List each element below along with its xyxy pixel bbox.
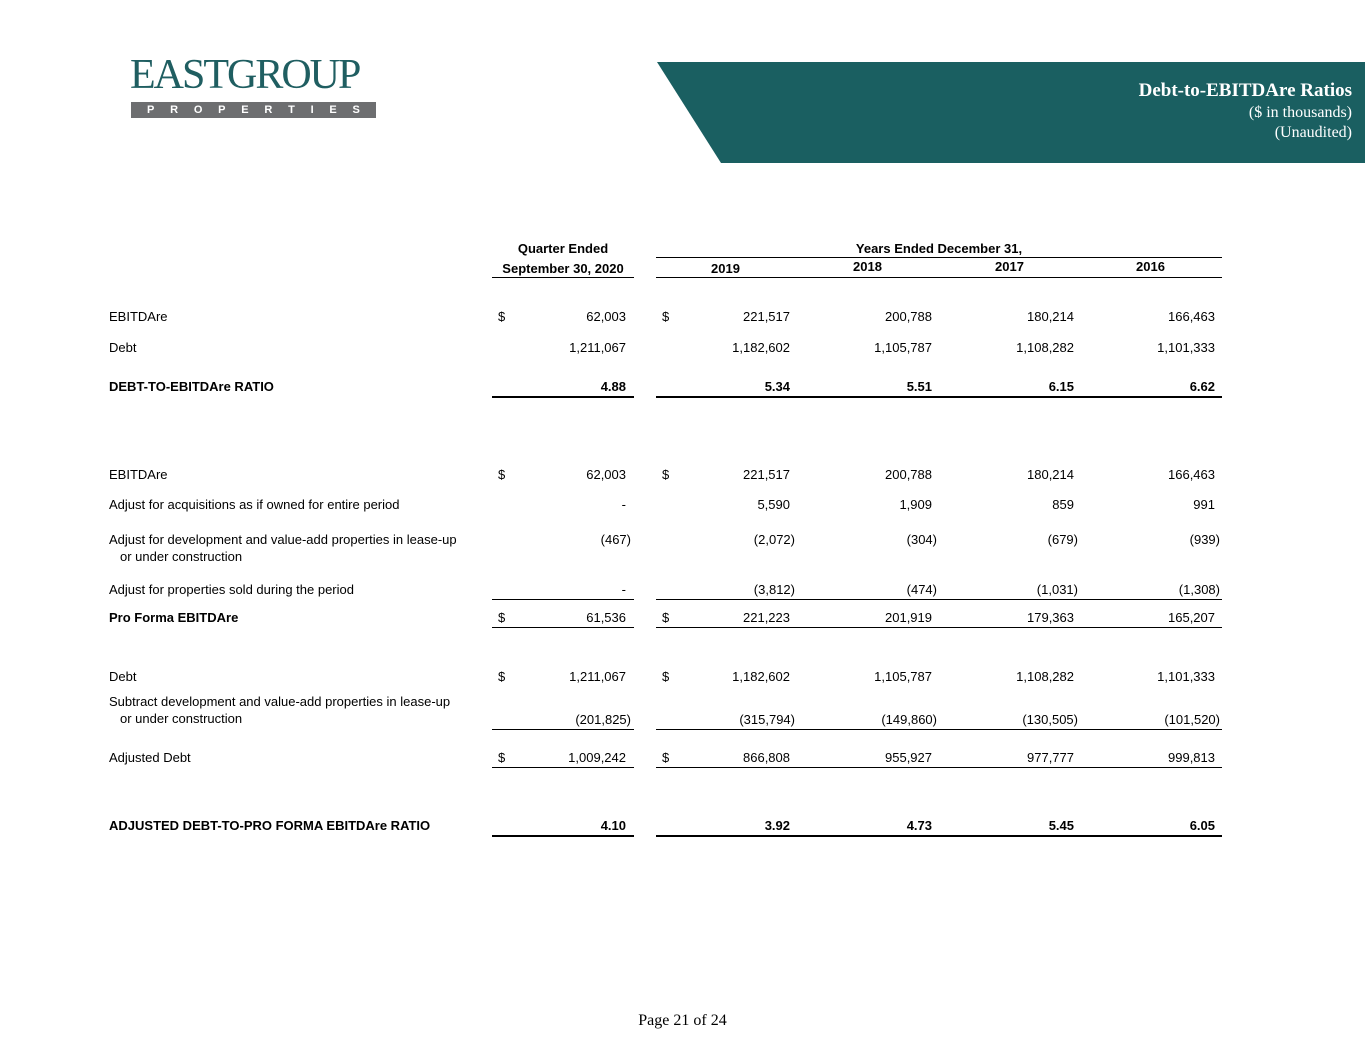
logo-letter: R <box>170 104 179 116</box>
logo-letter: T <box>288 104 295 116</box>
cell-value: 165,207 <box>1168 610 1215 625</box>
cell-value: (201,825) <box>575 712 631 727</box>
cell-value: 5,590 <box>757 497 790 512</box>
audit-note: (Unaudited) <box>1274 124 1352 141</box>
row-label: Debt <box>109 669 137 684</box>
logo-name: EASTGROUP <box>130 52 360 98</box>
subtotal-rule <box>492 599 634 600</box>
page-number: Page 21 of 24 <box>638 1012 727 1029</box>
row-label: DEBT-TO-EBITDAre RATIO <box>109 379 274 394</box>
cell-value: 1,108,282 <box>1016 669 1074 684</box>
cell-value: 1,009,242 <box>568 750 626 765</box>
cell-value: (304) <box>906 532 937 547</box>
cell-value: 1,182,602 <box>732 669 790 684</box>
cell-value: 180,214 <box>1027 467 1074 482</box>
cell-value: (101,520) <box>1164 712 1220 727</box>
cell-value: 62,003 <box>586 309 626 324</box>
row-label: Debt <box>109 340 137 355</box>
cell-value: 1,105,787 <box>874 669 932 684</box>
subtotal-rule <box>492 729 634 730</box>
currency-symbol: $ <box>662 750 670 765</box>
cell-value: 61,536 <box>586 610 626 625</box>
total-underline <box>656 627 1222 628</box>
logo-letter: P <box>147 104 155 116</box>
currency-symbol: $ <box>662 309 670 324</box>
cell-value: (1,031) <box>1036 582 1078 597</box>
header-rule <box>656 257 1222 258</box>
quarter-group-header: Quarter Ended <box>517 241 609 256</box>
logo-letter: E <box>241 104 249 116</box>
cell-value: - <box>621 497 626 512</box>
logo-letter: S <box>352 104 360 116</box>
logo-letter: R <box>264 104 273 116</box>
cell-value: 166,463 <box>1168 467 1215 482</box>
company-logo <box>130 52 380 98</box>
cell-value: 4.73 <box>906 818 932 833</box>
subtotal-rule <box>656 599 1222 600</box>
row-label: ADJUSTED DEBT-TO-PRO FORMA EBITDAre RATIO <box>109 818 431 833</box>
logo-letter: P <box>218 104 226 116</box>
header-underline <box>656 277 1222 278</box>
logo-letter: I <box>310 104 314 116</box>
total-underline <box>656 835 1222 837</box>
cell-value: (2,072) <box>753 532 795 547</box>
cell-value: 200,788 <box>885 309 932 324</box>
header-underline <box>492 277 634 278</box>
cell-value: 6.62 <box>1189 379 1215 394</box>
row-label: Adjusted Debt <box>109 750 191 765</box>
cell-value: 1,909 <box>899 497 932 512</box>
year-header: 2018 <box>853 259 882 274</box>
row-label: Subtract development and value-add properties in lease-up <box>109 694 451 709</box>
cell-value: 200,788 <box>885 467 932 482</box>
total-underline <box>656 767 1222 768</box>
cell-value: 6.15 <box>1048 379 1074 394</box>
cell-value: 201,919 <box>885 610 932 625</box>
cell-value: (467) <box>600 532 631 547</box>
units-note: ($ in thousands) <box>1248 104 1352 121</box>
cell-value: 180,214 <box>1027 309 1074 324</box>
subtotal-rule <box>656 729 1222 730</box>
currency-symbol: $ <box>662 610 670 625</box>
cell-value: 999,813 <box>1168 750 1215 765</box>
year-header: 2016 <box>1136 259 1165 274</box>
cell-value: 3.92 <box>764 818 790 833</box>
currency-symbol: $ <box>498 610 506 625</box>
cell-value: 62,003 <box>586 467 626 482</box>
cell-value: 221,517 <box>743 309 790 324</box>
cell-value: 955,927 <box>885 750 932 765</box>
quarter-header: September 30, 2020 <box>502 261 624 276</box>
cell-value: (679) <box>1047 532 1078 547</box>
year-header: 2019 <box>711 261 740 276</box>
row-label: Pro Forma EBITDAre <box>109 610 239 625</box>
total-underline <box>492 835 634 837</box>
cell-value: 866,808 <box>743 750 790 765</box>
currency-symbol: $ <box>498 467 506 482</box>
cell-value: 1,101,333 <box>1157 669 1215 684</box>
cell-value: (474) <box>906 582 937 597</box>
cell-value: (149,860) <box>881 712 937 727</box>
currency-symbol: $ <box>498 309 506 324</box>
cell-value: 991 <box>1193 497 1215 512</box>
cell-value: 4.10 <box>600 818 626 833</box>
cell-value: 1,211,067 <box>569 340 626 355</box>
cell-value: 1,101,333 <box>1157 340 1215 355</box>
cell-value: 859 <box>1052 497 1074 512</box>
currency-symbol: $ <box>662 669 670 684</box>
row-label: EBITDAre <box>109 309 168 324</box>
cell-value: 6.05 <box>1189 818 1215 833</box>
cell-value: 5.51 <box>906 379 932 394</box>
cell-value: 5.45 <box>1048 818 1074 833</box>
cell-value: (1,308) <box>1178 582 1220 597</box>
cell-value: - <box>621 582 626 597</box>
cell-value: 977,777 <box>1027 750 1074 765</box>
cell-value: 221,223 <box>743 610 790 625</box>
cell-value: 1,105,787 <box>874 340 932 355</box>
cell-value: 1,211,067 <box>569 669 626 684</box>
total-underline <box>492 627 634 628</box>
logo-letter: O <box>193 104 203 116</box>
cell-value: 1,108,282 <box>1016 340 1074 355</box>
total-underline <box>492 767 634 768</box>
total-underline <box>492 396 634 398</box>
cell-value: 221,517 <box>743 467 790 482</box>
cell-value: (315,794) <box>739 712 795 727</box>
logo-tagline <box>131 102 376 118</box>
currency-symbol: $ <box>662 467 670 482</box>
row-label: Adjust for development and value-add properties in lease-up <box>109 532 457 547</box>
row-label: Adjust for acquisitions as if owned for entire period <box>109 497 400 512</box>
cell-value: 179,363 <box>1027 610 1074 625</box>
total-underline <box>656 396 1222 398</box>
cell-value: 4.88 <box>600 379 626 394</box>
currency-symbol: $ <box>498 669 506 684</box>
row-label-continued: or under construction <box>120 549 243 564</box>
years-group-header: Years Ended December 31, <box>855 241 1023 256</box>
currency-symbol: $ <box>498 750 506 765</box>
cell-value: (3,812) <box>753 582 795 597</box>
year-header: 2017 <box>995 259 1024 274</box>
cell-value: 5.34 <box>764 379 790 394</box>
page-title: Debt-to-EBITDAre Ratios <box>1138 80 1352 101</box>
cell-value: 1,182,602 <box>732 340 790 355</box>
cell-value: (939) <box>1189 532 1220 547</box>
cell-value: (130,505) <box>1022 712 1078 727</box>
cell-value: 166,463 <box>1168 309 1215 324</box>
row-label-continued: or under construction <box>120 711 243 726</box>
row-label: EBITDAre <box>109 467 168 482</box>
logo-letter: E <box>329 104 337 116</box>
row-label: Adjust for properties sold during the period <box>109 582 354 597</box>
